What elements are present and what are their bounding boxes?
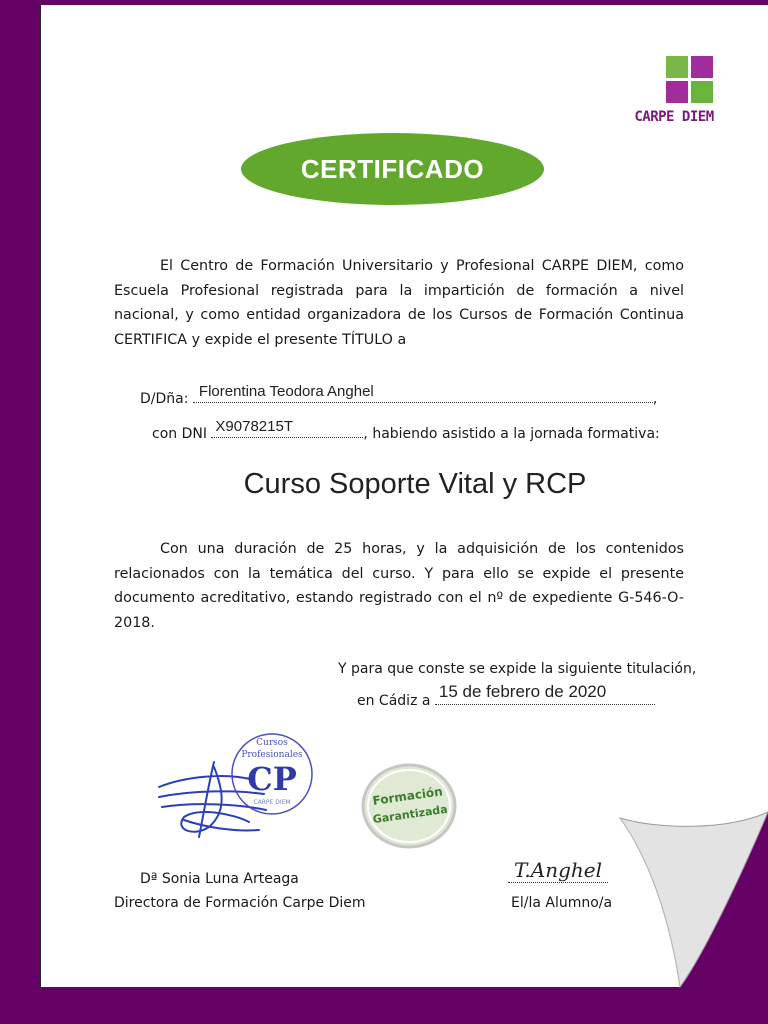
logo-square-3: [666, 81, 688, 103]
recipient-name: Florentina Teodora Anghel: [198, 383, 374, 400]
student-signature: [508, 858, 608, 882]
closing-line: Y para que conste se expide la siguiente titulación,: [338, 661, 697, 677]
logo-square-1: [666, 56, 688, 78]
cp-stamp-top-text: Cursos: [256, 738, 288, 748]
recipient-line: [140, 383, 658, 407]
director-name: Dª Sonia Luna Arteaga: [140, 871, 299, 887]
dni-value: X9078215T: [215, 418, 293, 435]
seal-line2: Garantizada: [372, 802, 449, 827]
logo-square-4: [691, 81, 713, 103]
cp-stamp-mid-text: Profesionales: [241, 750, 303, 760]
cp-stamp-letters: CP: [247, 760, 297, 798]
cp-stamp-bottom-text: CARPE DIEM: [253, 799, 291, 806]
dni-field: [211, 418, 363, 438]
student-role: El/la Alumno/a: [511, 895, 613, 911]
director-role: Directora de Formación Carpe Diem: [114, 895, 366, 911]
logo-square-2: [691, 56, 713, 78]
intro-paragraph: El Centro de Formación Universitario y Profesional CARPE DIEM, como Escuela Profesional registrada para la impartición de formación a nivel nacional, y como entidad organizadora de los Cursos de Formación Continua CERTIFICA y expide el presente TÍTULO a: [114, 258, 684, 348]
seal-line1: Formación: [371, 784, 444, 808]
recipient-prefix: D/Dña:: [140, 391, 189, 407]
certificate-title: CERTIFICADO: [241, 133, 544, 205]
place-prefix: en Cádiz a: [357, 693, 431, 709]
details-paragraph: Con una duración de 25 horas, y la adquisición de los contenidos relacionados con la temática del curso. Y para ello se expide el presente documento acreditativo, estando registrado con el nº de expediente G-546-O-2018.: [114, 541, 684, 631]
course-title: Curso Soporte Vital y RCP: [243, 468, 587, 500]
logo-wordmark: CARPE DIEM: [634, 109, 714, 125]
dni-suffix: , habiendo asistido a la jornada formativa:: [363, 426, 660, 442]
date-value: 15 de febrero de 2020: [438, 682, 607, 701]
cp-stamp: [228, 730, 316, 818]
student-signature-text: T.Anghel: [508, 858, 608, 883]
dni-prefix: con DNI: [152, 426, 207, 442]
recipient-suffix: ,: [652, 391, 658, 407]
date-field: [435, 682, 655, 705]
formacion-garantizada-seal: [360, 762, 458, 850]
recipient-name-field: [193, 383, 653, 403]
dni-line: [152, 418, 660, 442]
carpe-diem-logo: [624, 52, 724, 132]
date-line: [357, 682, 655, 709]
